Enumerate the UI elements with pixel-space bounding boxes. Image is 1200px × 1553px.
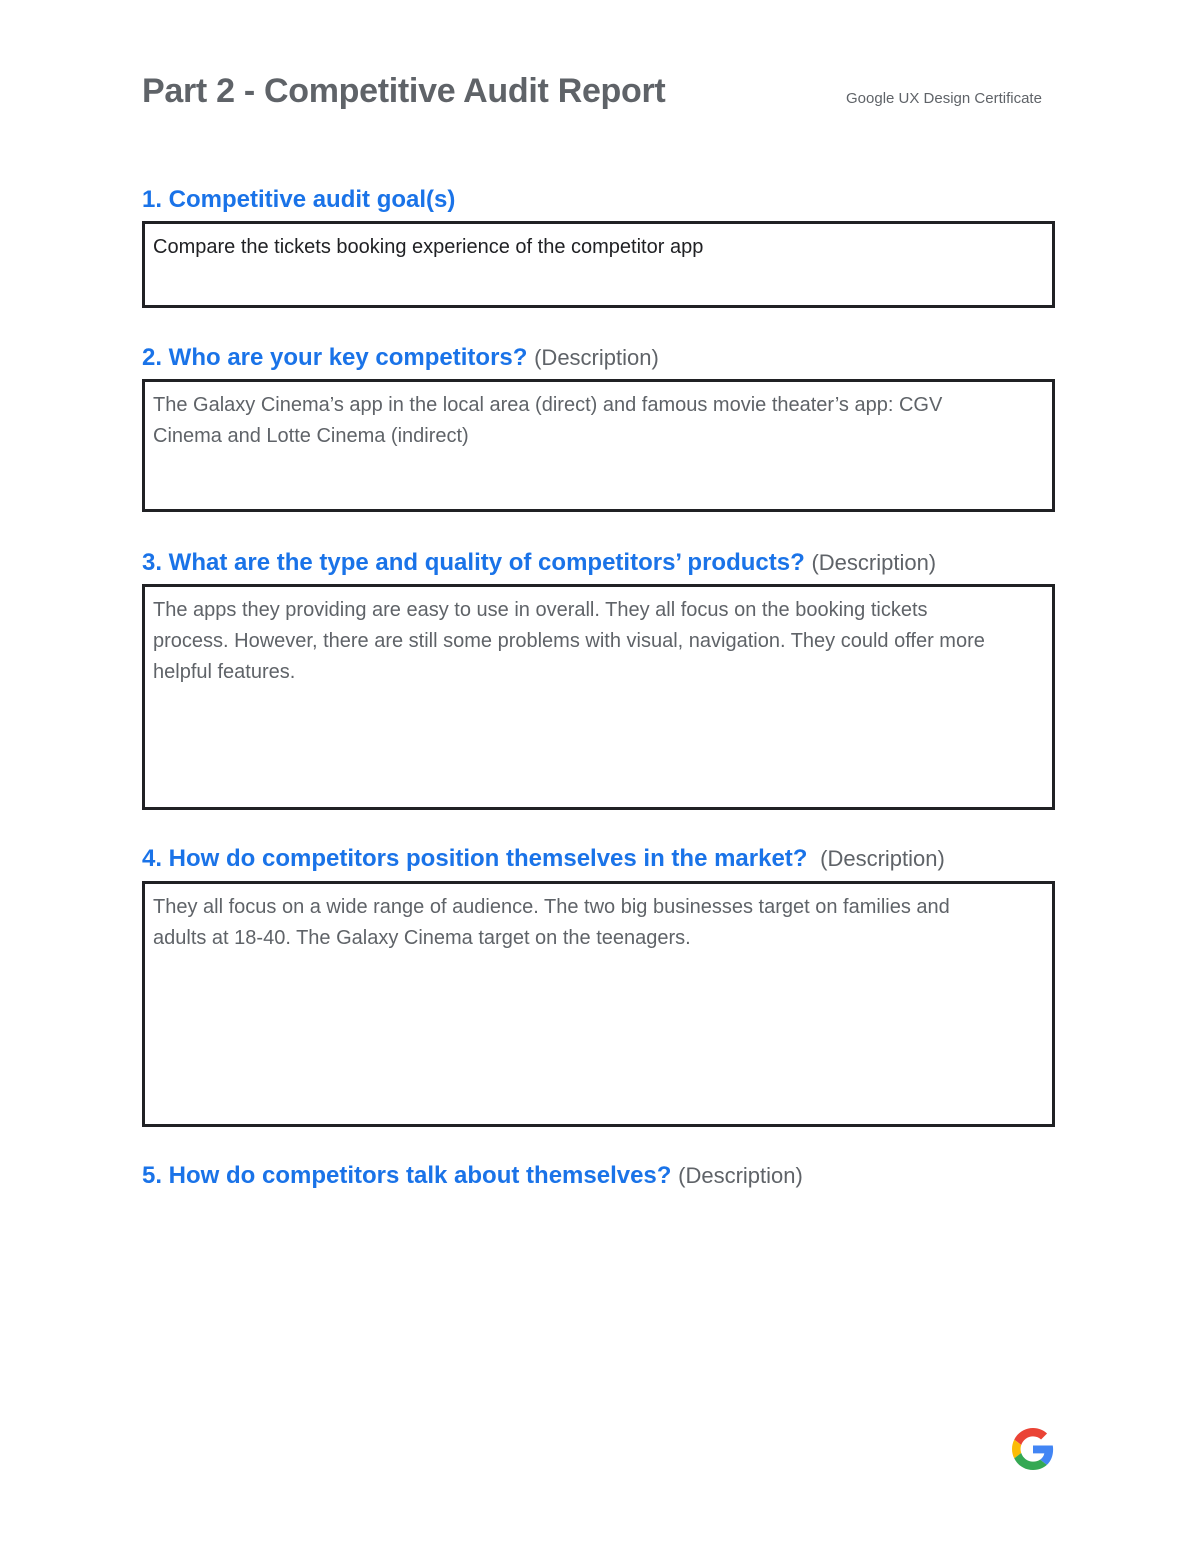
google-logo-icon <box>1012 1428 1054 1470</box>
section-4-description: (Description) <box>820 846 945 871</box>
section-3-title: 3. What are the type and quality of competitors’ products? <box>142 549 805 576</box>
section-2-description: (Description) <box>534 345 659 370</box>
section-1-answer: Compare the tickets booking experience of the competitor app <box>153 236 704 258</box>
certificate-label: Google UX Design Certificate <box>846 90 1042 107</box>
section-1-answer-box[interactable] <box>142 221 1055 308</box>
section-5-description: (Description) <box>678 1163 803 1188</box>
section-2-title: 2. Who are your key competitors? <box>142 344 528 371</box>
section-3-answer-box[interactable] <box>142 584 1055 810</box>
section-3-answer: The apps they providing are easy to use in overall. They all focus on the booking tickets process. However, there are still some problems with visual, navigation. They could offer more helpful features. <box>153 599 985 683</box>
section-2-answer-box[interactable] <box>142 379 1055 512</box>
section-4-heading <box>142 845 945 873</box>
section-5-heading <box>142 1162 803 1190</box>
section-4-title: 4. How do competitors position themselves in the market? <box>142 845 808 872</box>
section-2-answer: The Galaxy Cinema’s app in the local area (direct) and famous movie theater’s app: CGV Cinema and Lotte Cinema (indirect) <box>153 394 943 447</box>
section-2-heading <box>142 344 659 372</box>
section-4-answer-box[interactable] <box>142 881 1055 1127</box>
page-title: Part 2 - Competitive Audit Report <box>142 72 666 110</box>
section-1-title: 1. Competitive audit goal(s) <box>142 186 456 213</box>
section-1-heading <box>142 186 455 214</box>
section-4-answer: They all focus on a wide range of audience. The two big businesses target on families and adults at 18-40. The Galaxy Cinema target on the teenagers. <box>153 896 950 949</box>
section-3-heading <box>142 549 936 577</box>
section-3-description: (Description) <box>811 550 937 575</box>
section-5-title: 5. How do competitors talk about themselves? <box>142 1162 672 1189</box>
